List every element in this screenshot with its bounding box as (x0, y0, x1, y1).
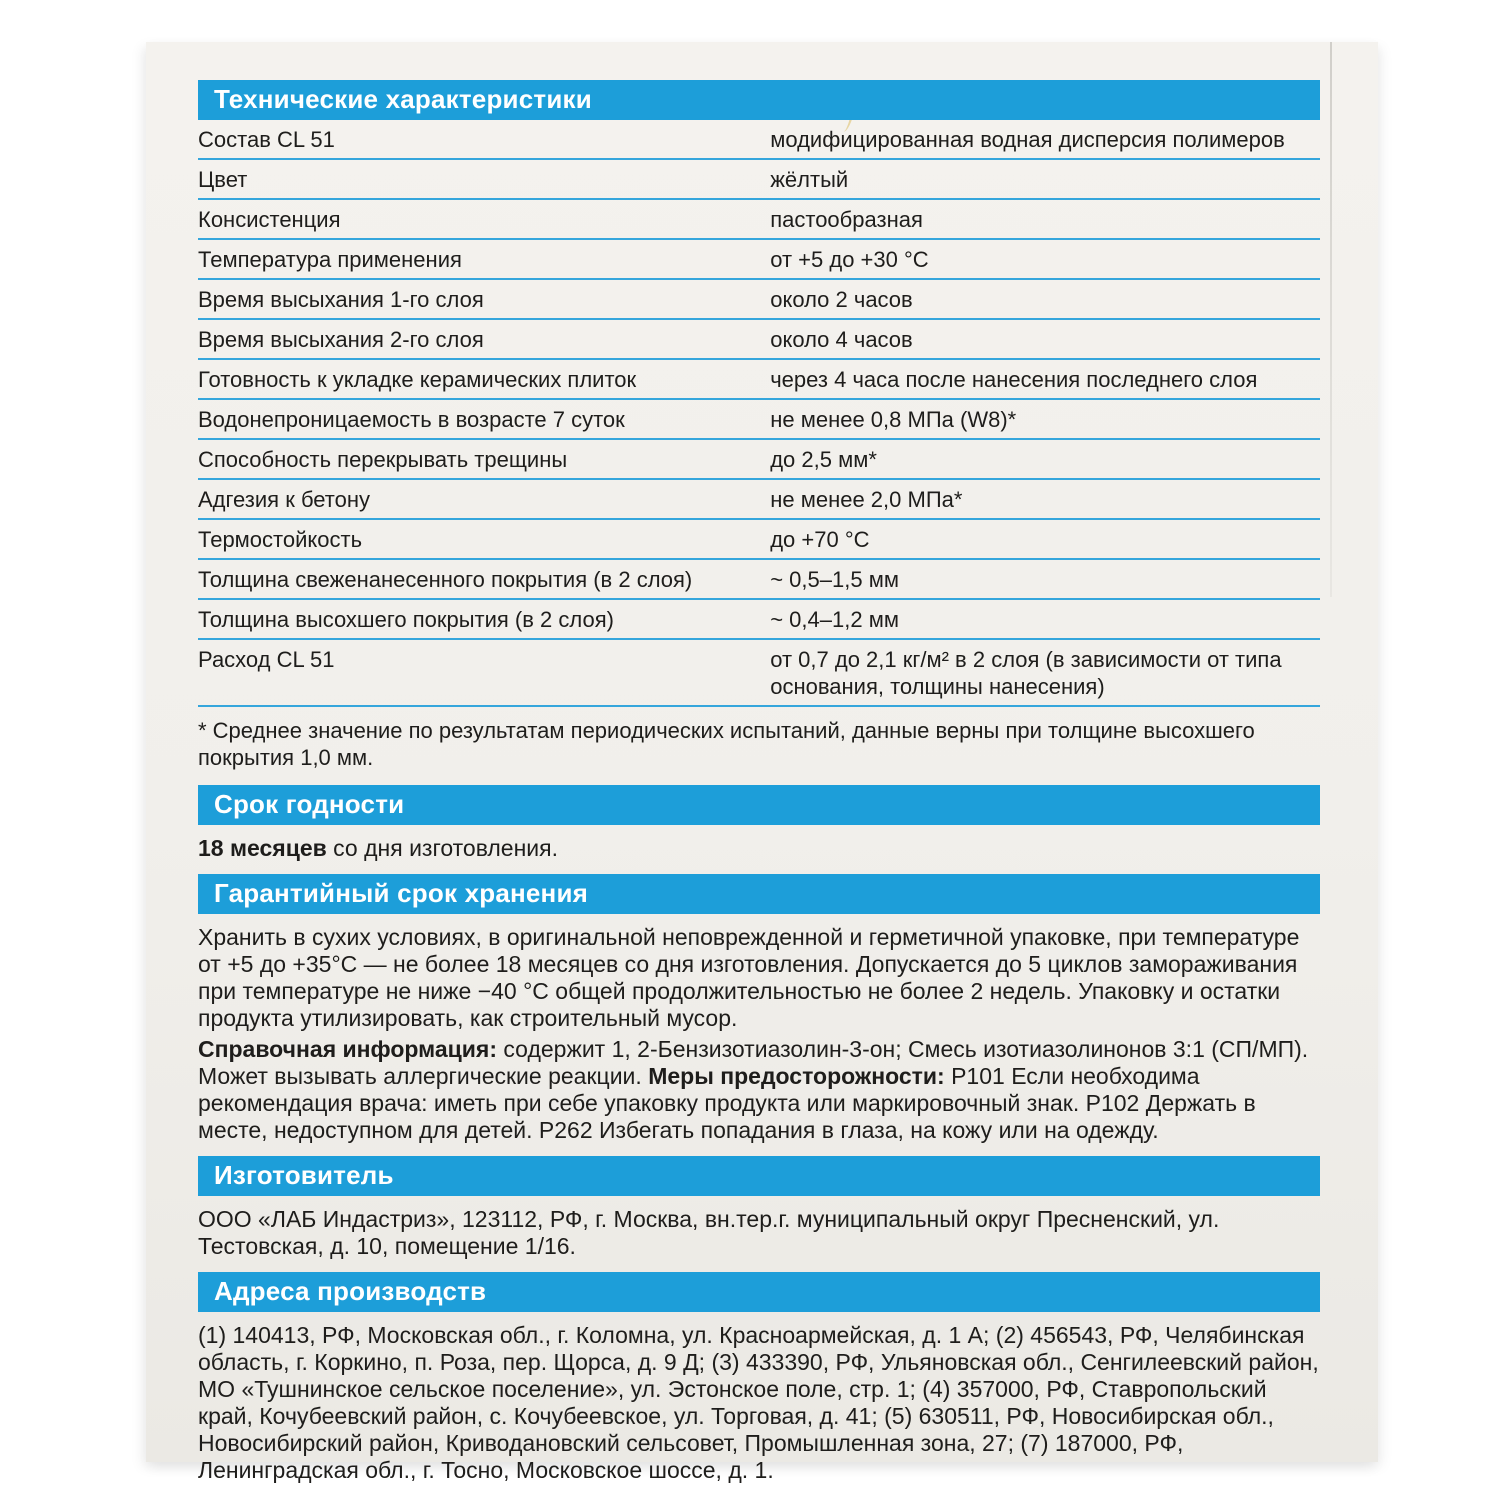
table-row (198, 160, 1320, 200)
spec-value: жёлтый (770, 167, 849, 192)
table-row (198, 320, 1320, 360)
spec-name: Термостойкость (198, 527, 363, 552)
shelf-life-duration: 18 месяцев (198, 835, 327, 861)
spec-name: Консистенция (198, 207, 341, 232)
production-addresses-text: (1) 140413, РФ, Московская обл., г. Коломна, ул. Красноармейская, д. 1 А; (2) 456543, РФ, Челябинская область, г. Коркино, п. Роза, пер. Щорса, д. 9 Д; (3) 433390, РФ, Ульяновская обл., Сенгилеевский район, МО «Тушнинское сельское поселение», ул. Эстонское поле, стр. 1; (4) 357000, РФ, Ставропольский край, Кочубеевский район, с. Кочубеевское, ул. Торговая, д. 41; (5) 630511, РФ, Новосибирская обл., Новосибирский район, Криводановский сельсовет, Промышленная зона, 27; (7) 187000, РФ, Ленинградская обл., г. Тосно, Московское шоссе, д. 1. (198, 1322, 1319, 1483)
spec-name: Цвет (198, 167, 248, 192)
spec-value: через 4 часа после нанесения последнего слоя (770, 367, 1258, 392)
reference-info-text (198, 1036, 1320, 1144)
spec-name: Расход CL 51 (198, 647, 335, 672)
table-row (198, 200, 1320, 240)
table-row (198, 240, 1320, 280)
manufacturer-text: ООО «ЛАБ Индастриз», 123112, РФ, г. Москва, вн.тер.г. муниципальный округ Пресненский, ул. Тестовская, д. 10, помещение 1/16. (198, 1206, 1220, 1259)
spec-name: Водонепроницаемость в возрасте 7 суток (198, 407, 625, 432)
spec-name: Время высыхания 2-го слоя (198, 327, 484, 352)
spec-name: Состав CL 51 (198, 127, 335, 152)
spec-value: от +5 до +30 °C (770, 247, 929, 272)
shelf-life-rest: со дня изготовления. (326, 835, 558, 861)
table-row (198, 600, 1320, 640)
table-row (198, 280, 1320, 320)
table-row (198, 120, 1320, 160)
spec-value: модифицированная водная дисперсия полимеров (770, 127, 1285, 152)
section-header-production-addresses (198, 1272, 1320, 1312)
section-header-shelf-life (198, 785, 1320, 825)
storage-conditions-text: Хранить в сухих условиях, в оригинальной неповрежденной и герметичной упаковке, при температуре от +5 до +35°C — не более 18 месяцев со дня изготовления. Допускается до 5 циклов замораживания при температуре не ниже −40 °C общей продолжительностью не более 2 недель. Упаковку и остатки продукта утилизировать, как строительный мусор. (198, 924, 1300, 1031)
spec-name: Толщина высохшего покрытия (в 2 слоя) (198, 607, 614, 632)
section-header-warranty-storage (198, 874, 1320, 914)
precautions-body: P101 Если необходима рекомендация врача: иметь при себе упаковку продукта или маркировочный знак. P102 Держать в месте, недоступном для детей. P262 Избегать попадания в глаза, на кожу или на одежду. (198, 1063, 1256, 1143)
spec-name: Толщина свеженанесенного покрытия (в 2 слоя) (198, 567, 693, 592)
tech-footnote: * Среднее значение по результатам периодических испытаний, данные верны при толщине высохшего покрытия 1,0 мм. (198, 718, 1255, 770)
spec-value: от 0,7 до 2,1 кг/м² в 2 слоя (в зависимости от типа основания, толщины нанесения) (770, 647, 1282, 699)
spec-name: Готовность к укладке керамических плиток (198, 367, 637, 392)
section-header-manufacturer (198, 1156, 1320, 1196)
product-label (146, 42, 1378, 1483)
reference-info-body: содержит 1, 2-Бензизотиазолин-3-он; Смесь изотиазолинонов 3:1 (СП/МП). Может вызывать аллергические реакции. (198, 1036, 1309, 1089)
spec-name: Температура применения (198, 247, 462, 272)
table-row (198, 400, 1320, 440)
table-row (198, 560, 1320, 600)
spec-value: не менее 2,0 МПа* (770, 487, 963, 512)
spec-value: до 2,5 мм* (770, 447, 877, 472)
section-header-tech-specs (198, 80, 1320, 120)
spec-value: ~ 0,5–1,5 мм (770, 567, 899, 592)
table-row (198, 480, 1320, 520)
table-row (198, 360, 1320, 400)
spec-value: ~ 0,4–1,2 мм (770, 607, 899, 632)
spec-name: Способность перекрывать трещины (198, 447, 568, 472)
package-fold-line (1330, 42, 1332, 597)
spec-name: Время высыхания 1-го слоя (198, 287, 484, 312)
section-title: Изготовитель (214, 1160, 394, 1190)
precautions-label: Меры предосторожности: (648, 1063, 945, 1089)
spec-value: около 4 часов (770, 327, 913, 352)
spec-value: пастообразная (770, 207, 923, 232)
section-title: Срок годности (214, 789, 405, 819)
spec-name: Адгезия к бетону (198, 487, 371, 512)
section-title: Технические характеристики (214, 84, 592, 114)
section-title: Гарантийный срок хранения (214, 878, 589, 908)
table-row (198, 640, 1320, 707)
table-row (198, 520, 1320, 560)
reference-info-label: Справочная информация: (198, 1036, 498, 1062)
spec-value: до +70 °C (770, 527, 870, 552)
section-title: Адреса производств (214, 1276, 487, 1306)
shelf-life-text (198, 835, 1320, 862)
spec-value: не менее 0,8 МПа (W8)* (770, 407, 1017, 432)
table-row (198, 440, 1320, 480)
spec-value: около 2 часов (770, 287, 913, 312)
label-content (198, 80, 1320, 1496)
